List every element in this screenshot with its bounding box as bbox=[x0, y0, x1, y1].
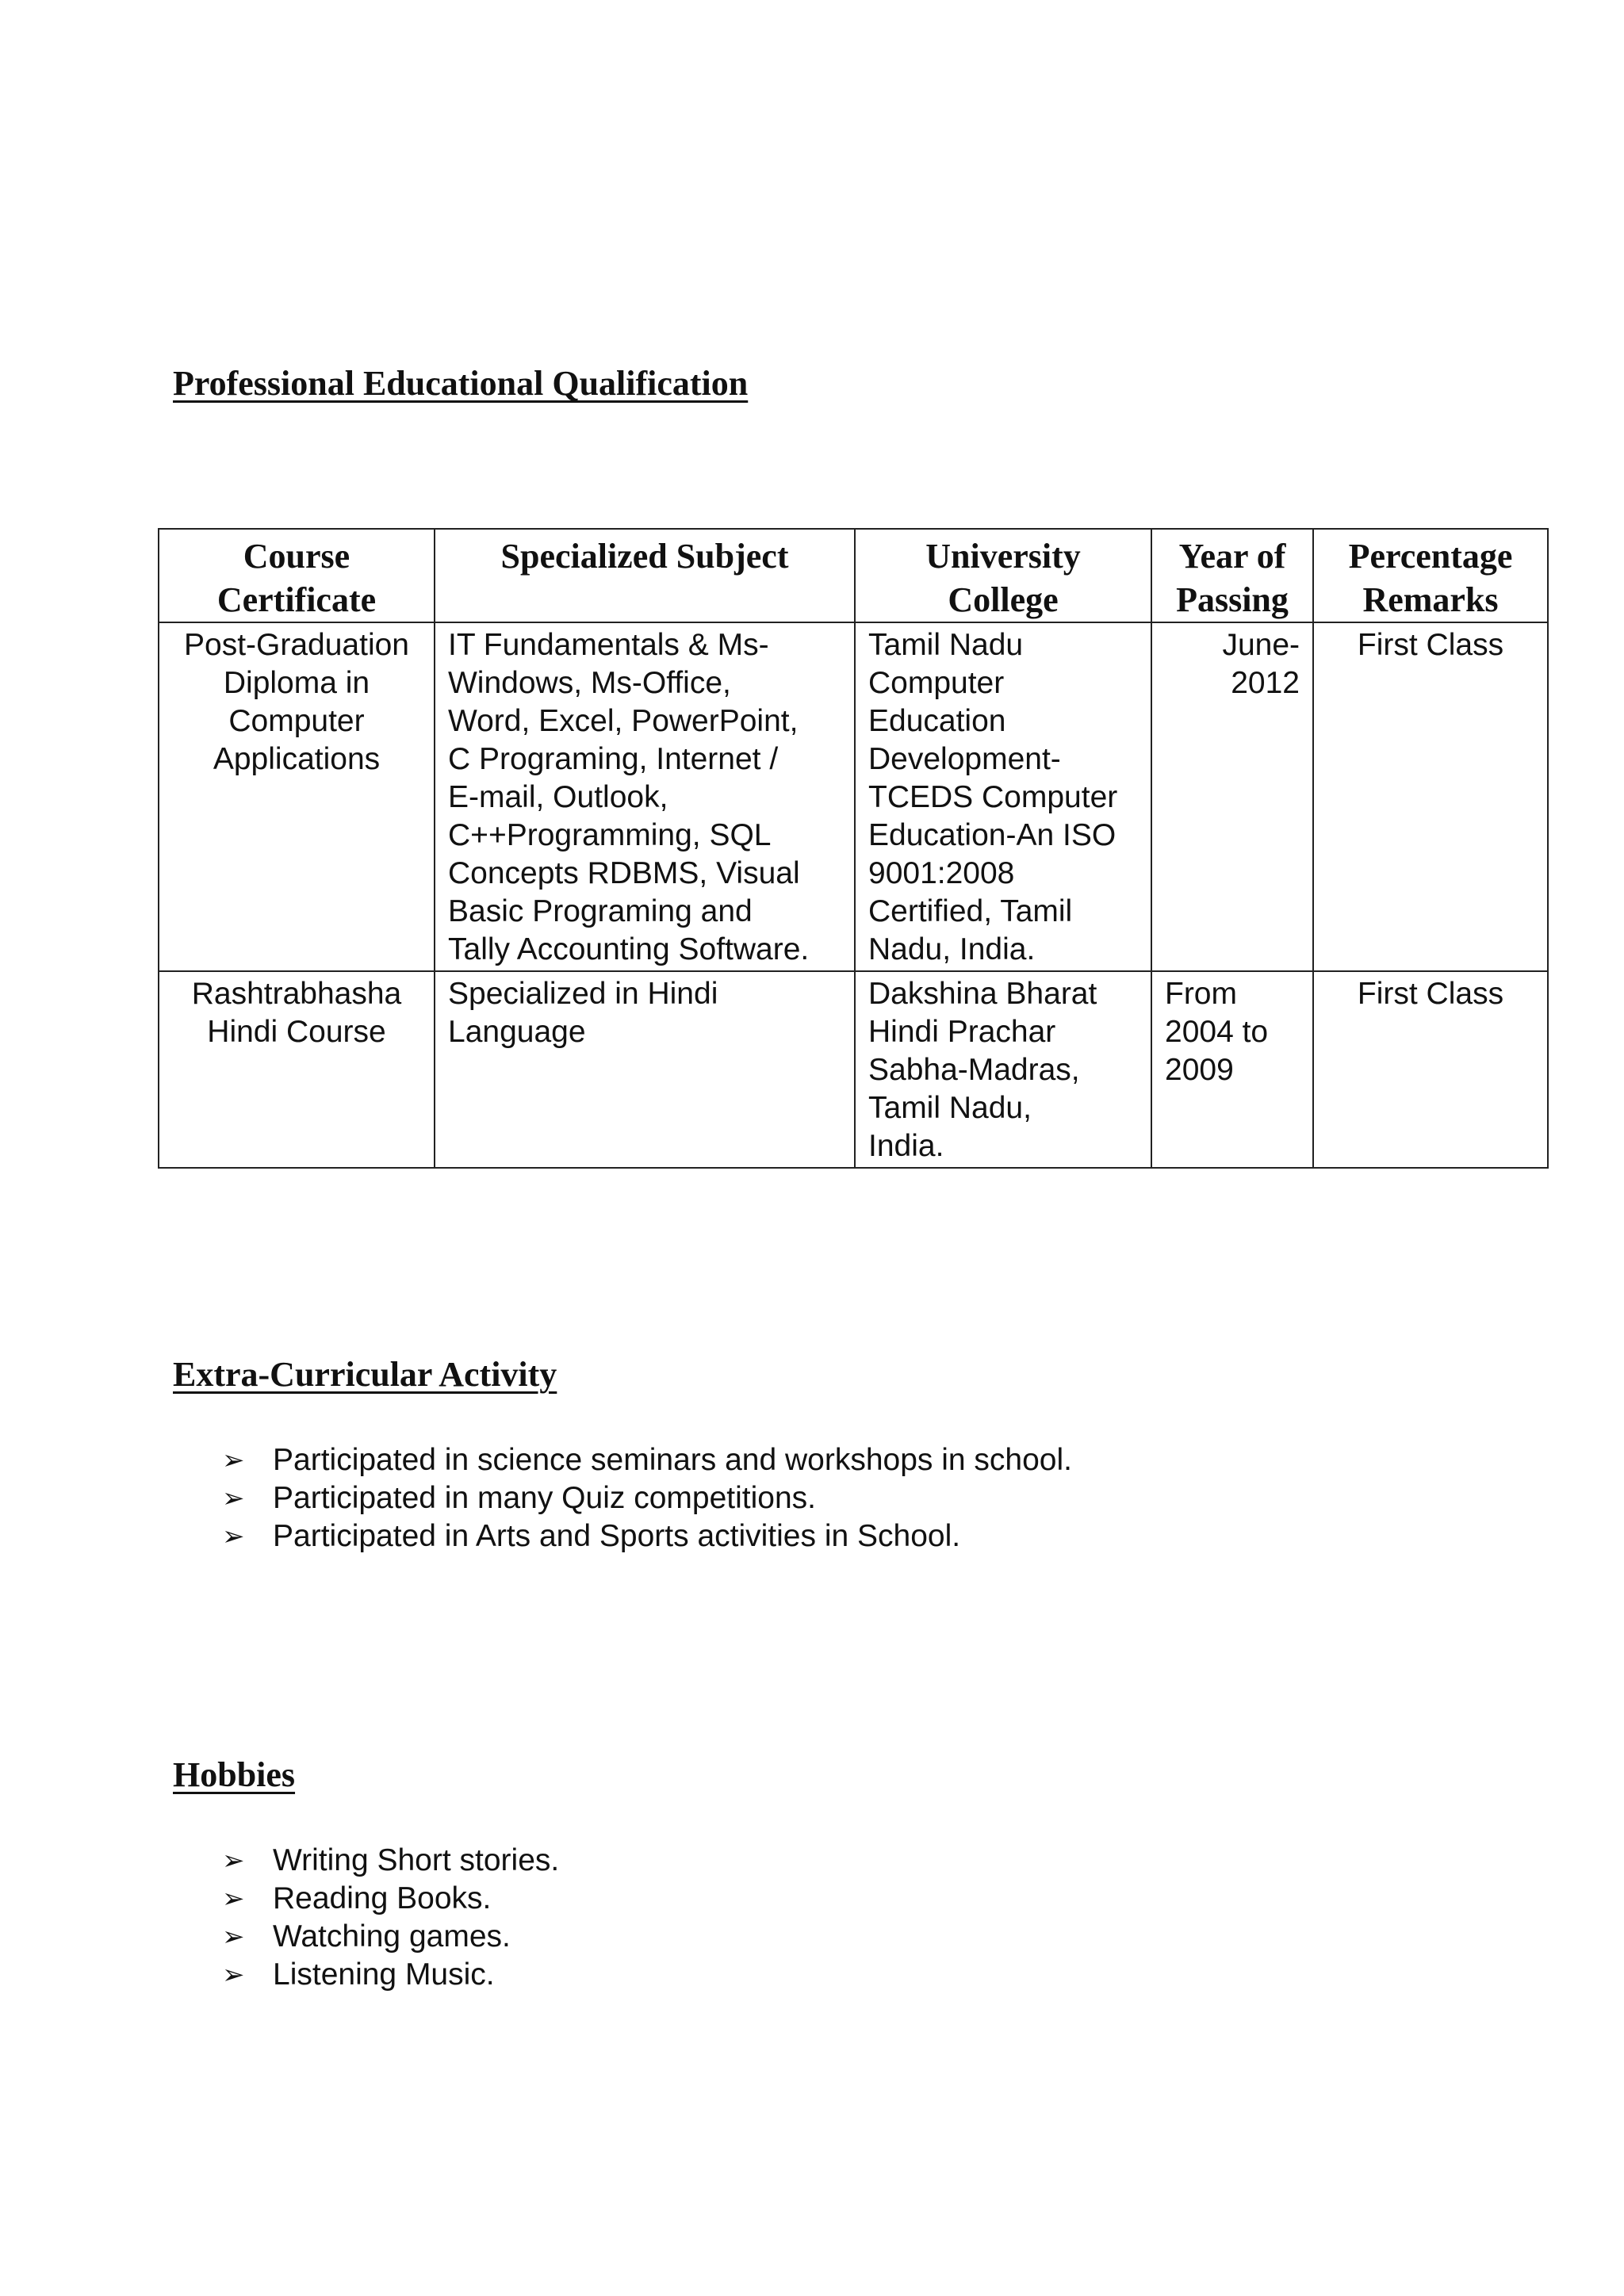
cell-course-line: Rashtrabhasha bbox=[191, 977, 402, 1011]
cell-year bbox=[1151, 622, 1313, 971]
header-year-of-passing-line: Passing bbox=[1176, 580, 1289, 619]
cell-university-line: Development- bbox=[868, 742, 1061, 776]
arrow-bullet-icon: ➢ bbox=[222, 1521, 245, 1552]
arrow-bullet-icon: ➢ bbox=[222, 1959, 245, 1991]
table-row bbox=[159, 971, 1548, 1168]
extra-curricular-list bbox=[222, 1441, 1072, 1556]
cell-course bbox=[159, 971, 435, 1168]
cell-university-line: Education bbox=[868, 704, 1006, 738]
hobbies-list bbox=[222, 1842, 559, 1994]
cell-subject bbox=[435, 971, 855, 1168]
header-year-of-passing-line: Year of bbox=[1178, 537, 1286, 576]
header-year-of-passing bbox=[1151, 529, 1313, 622]
cell-remarks-line: First Class bbox=[1357, 628, 1504, 662]
cell-year bbox=[1151, 971, 1313, 1168]
cell-university-line: Nadu, India. bbox=[868, 932, 1036, 966]
list-item-text: Participated in many Quiz competitions. bbox=[273, 1481, 816, 1515]
table-row bbox=[159, 622, 1548, 971]
list-item bbox=[222, 1880, 559, 1918]
cell-year-line: From bbox=[1165, 977, 1237, 1011]
table-header-row bbox=[159, 529, 1548, 622]
cell-university-line: India. bbox=[868, 1129, 944, 1163]
cell-university-line: Certified, Tamil bbox=[868, 894, 1073, 928]
list-item-text: Reading Books. bbox=[273, 1881, 492, 1915]
cell-subject-line: Language bbox=[448, 1015, 586, 1049]
cell-course-line: Post-Graduation bbox=[184, 628, 409, 662]
cell-subject-line: Specialized in Hindi bbox=[448, 977, 718, 1011]
cell-subject-line: C++Programming, SQL bbox=[448, 818, 772, 852]
header-percentage-remarks-line: Remarks bbox=[1362, 580, 1499, 619]
header-university-college-line: College bbox=[948, 580, 1059, 619]
cell-subject-line: Basic Programing and bbox=[448, 894, 753, 928]
arrow-bullet-icon: ➢ bbox=[222, 1883, 245, 1915]
cell-course-line: Applications bbox=[213, 742, 381, 776]
cell-remarks bbox=[1313, 971, 1548, 1168]
cell-course bbox=[159, 622, 435, 971]
qualification-heading: Professional Educational Qualification bbox=[173, 364, 749, 403]
header-specialized-subject bbox=[435, 529, 855, 622]
cell-university-line: TCEDS Computer bbox=[868, 780, 1118, 814]
cell-university-line: Tamil Nadu bbox=[868, 628, 1024, 662]
list-item bbox=[222, 1479, 1072, 1517]
cell-course-line: Diploma in bbox=[223, 666, 370, 700]
list-item bbox=[222, 1918, 559, 1956]
cell-university-line: Hindi Prachar bbox=[868, 1015, 1056, 1049]
cell-subject-line: Word, Excel, PowerPoint, bbox=[448, 704, 799, 738]
qualification-table bbox=[158, 528, 1549, 1169]
cell-subject-line: Concepts RDBMS, Visual bbox=[448, 856, 800, 890]
extra-curricular-heading: Extra-Curricular Activity bbox=[173, 1355, 557, 1394]
list-item-text: Participated in Arts and Sports activities in School. bbox=[273, 1519, 961, 1553]
cell-subject-line: E-mail, Outlook, bbox=[448, 780, 668, 814]
list-item bbox=[222, 1956, 559, 1994]
cell-university-line: Education-An ISO bbox=[868, 818, 1116, 852]
cell-remarks-line: First Class bbox=[1357, 977, 1504, 1011]
cell-university bbox=[855, 971, 1151, 1168]
header-course-certificate-line: Certificate bbox=[216, 580, 377, 619]
cell-subject bbox=[435, 622, 855, 971]
list-item-text: Watching games. bbox=[273, 1919, 511, 1954]
header-university-college bbox=[855, 529, 1151, 622]
cell-year-line: June- bbox=[1222, 628, 1300, 662]
arrow-bullet-icon: ➢ bbox=[222, 1483, 245, 1514]
cell-university-line: Dakshina Bharat bbox=[868, 977, 1097, 1011]
cell-university-line: 9001:2008 bbox=[868, 856, 1015, 890]
cell-university bbox=[855, 622, 1151, 971]
header-course-certificate bbox=[159, 529, 435, 622]
arrow-bullet-icon: ➢ bbox=[222, 1921, 245, 1953]
list-item bbox=[222, 1842, 559, 1880]
header-percentage-remarks bbox=[1313, 529, 1548, 622]
cell-university-line: Sabha-Madras, bbox=[868, 1053, 1080, 1087]
cell-subject-line: Tally Accounting Software. bbox=[448, 932, 810, 966]
arrow-bullet-icon: ➢ bbox=[222, 1445, 245, 1476]
cell-year-line: 2004 to bbox=[1165, 1015, 1269, 1049]
hobbies-heading: Hobbies bbox=[173, 1755, 296, 1794]
list-item-text: Writing Short stories. bbox=[273, 1843, 560, 1877]
cell-subject-line: Windows, Ms-Office, bbox=[448, 666, 731, 700]
cell-year-line: 2012 bbox=[1231, 666, 1300, 700]
cell-university-line: Computer bbox=[868, 666, 1005, 700]
header-specialized-subject-line: Specialized Subject bbox=[500, 537, 789, 576]
cell-course-line: Computer bbox=[228, 704, 365, 738]
list-item-text: Listening Music. bbox=[273, 1957, 495, 1992]
list-item bbox=[222, 1517, 1072, 1556]
header-university-college-line: University bbox=[925, 537, 1081, 576]
cell-subject-line: IT Fundamentals & Ms- bbox=[448, 628, 769, 662]
cell-remarks bbox=[1313, 622, 1548, 971]
list-item-text: Participated in science seminars and workshops in school. bbox=[273, 1443, 1073, 1477]
header-percentage-remarks-line: Percentage bbox=[1348, 537, 1513, 576]
list-item bbox=[222, 1441, 1072, 1479]
cell-subject-line: C Programing, Internet / bbox=[448, 742, 779, 776]
cell-course-line: Hindi Course bbox=[207, 1015, 386, 1049]
cell-university-line: Tamil Nadu, bbox=[868, 1091, 1032, 1125]
arrow-bullet-icon: ➢ bbox=[222, 1845, 245, 1877]
cell-year-line: 2009 bbox=[1165, 1053, 1234, 1087]
header-course-certificate-line: Course bbox=[243, 537, 350, 576]
